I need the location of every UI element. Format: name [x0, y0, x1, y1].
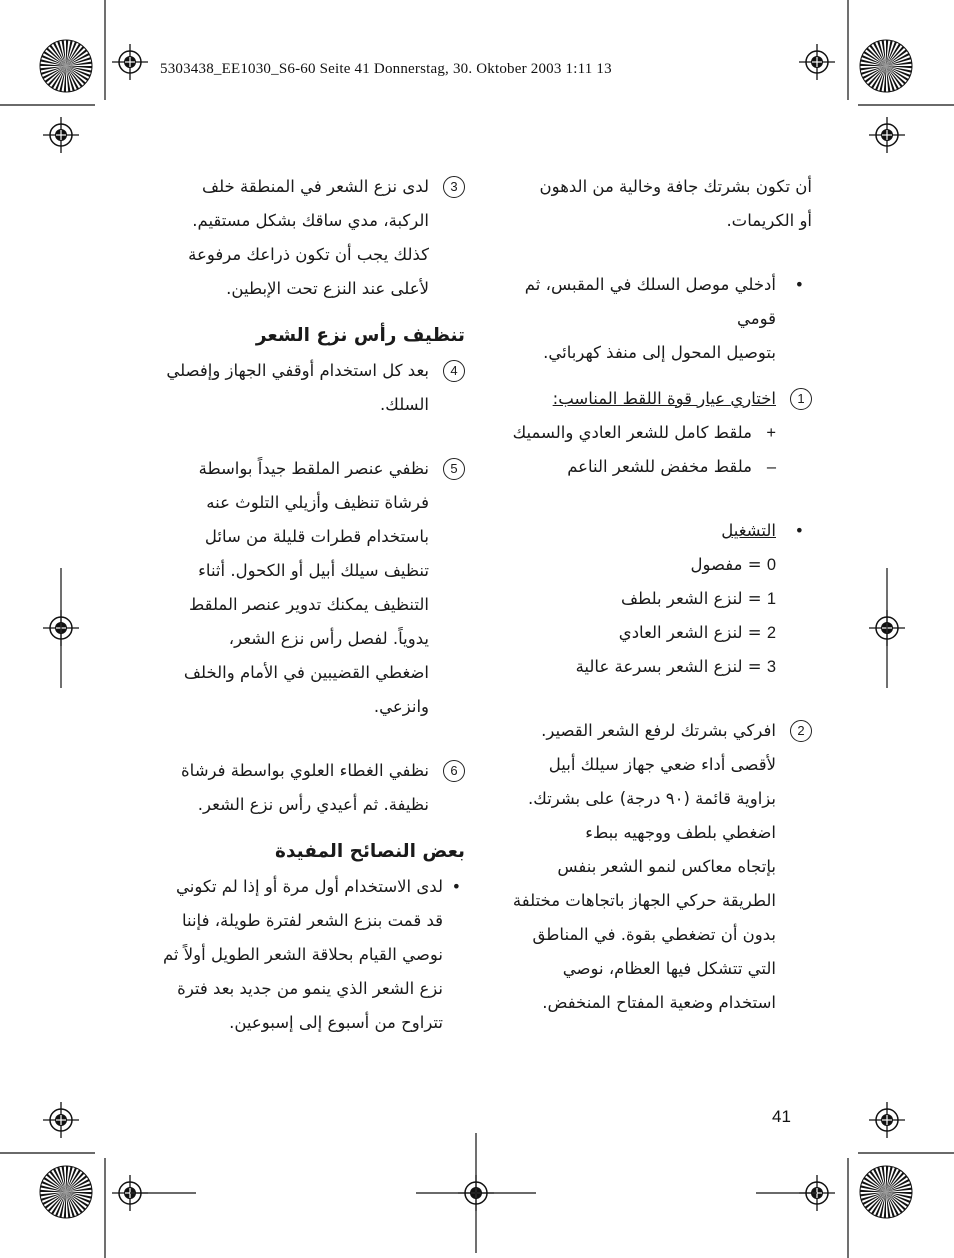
step-4-line: السلك.	[380, 395, 429, 414]
step-3-line: كذلك يجب أن تكون ذراعك مرفوعة	[188, 245, 429, 264]
operation-section	[486, 514, 812, 548]
setting-value: 2	[766, 624, 776, 642]
step-1	[486, 382, 812, 416]
step-2-line: لأقصى أداء ضعي جهاز سيلك أبيل	[548, 755, 776, 774]
tips-line: تتراوح من أسبوع إلى إسبوعين.	[229, 1013, 443, 1032]
tips-line: لدى الاستخدام أول مرة أو إذا لم تكوني	[175, 877, 443, 896]
option-text: ملقط كامل للشعر العادي والسميك	[512, 423, 752, 442]
step-5-line: فرشاة تنظيف وأزيلي التلوث عنه	[206, 493, 429, 512]
setting-value: 0	[766, 556, 776, 574]
tips-bullet	[135, 870, 465, 1040]
plug-line: بتوصيل المحول إلى منفذ كهربائي.	[543, 343, 776, 362]
bullet-icon: •	[451, 877, 461, 896]
intro-line: أن تكون بشرتك جافة وخالية من الدهون	[539, 177, 812, 196]
setting-text: = لنزع الشعر العادي	[618, 623, 762, 642]
step-2-line: الطريقة حركي الجهاز باتجاهات مختلفة	[512, 891, 776, 910]
tips-line: قد قمت بنزع الشعر لفترة طويلة، فإننا	[181, 911, 443, 930]
tips-heading: بعض النصائح المفيدة	[275, 841, 465, 862]
print-header-line: 5303438_EE1030_S6-60 Seite 41 Donnerstag, 30. Oktober 2003 1:11 13	[160, 61, 612, 77]
step-6-line: نظيفة. ثم أعيدي رأس نزع الشعر.	[197, 795, 429, 814]
registration-mark-icon	[869, 117, 905, 153]
step-number-badge: 1	[790, 388, 812, 410]
right-column	[486, 170, 812, 1020]
step-6	[135, 754, 465, 822]
registration-mark-icon	[458, 1175, 494, 1211]
step-3-line: لأعلى عند النزع تحت الإبطين.	[226, 279, 429, 298]
plug-line: أدخلي موصل السلك في المقبس، ثم قومي	[524, 275, 776, 328]
operation-title: التشغيل	[721, 521, 776, 540]
option-minus	[486, 450, 812, 484]
step-5-line: يدوياً. لفصل رأس نزع الشعر،	[228, 629, 429, 648]
registration-mark-icon	[799, 44, 835, 80]
step-2-line: التي تتشكل فيها العظام، نوصي	[562, 959, 776, 978]
intro-line: أو الكريمات.	[726, 211, 812, 230]
step-5-line: نظفي عنصر الملقط جيداً بواسطة	[198, 459, 429, 478]
tips-line: نزع الشعر الذي ينمو من جديد بعد فترة	[177, 979, 443, 998]
tips-line: نوصي القيام بحلاقة الشعر الطويل أولاً ثم	[162, 945, 443, 964]
registration-mark-icon	[799, 1175, 835, 1211]
starburst-rosette-icon	[860, 1166, 912, 1218]
step-4-line: بعد كل استخدام أوقفي الجهاز وإفصلي	[166, 361, 429, 380]
step-2-line: اضغطي بلطف ووجهيه ببطء	[585, 823, 776, 842]
minus-symbol: –	[766, 458, 776, 476]
step-number-badge: 5	[443, 458, 465, 480]
step-number-badge: 3	[443, 176, 465, 198]
page-number: 41	[772, 1107, 791, 1126]
step-5-line: التنظيف يمكنك تدوير عنصر الملقط	[188, 595, 429, 614]
bullet-icon: •	[794, 275, 804, 294]
setting-text: = مفصول	[690, 555, 762, 574]
step-5-line: اضغطي القضيبين في الأمام والخلف	[183, 663, 429, 682]
bullet-icon: •	[794, 521, 804, 540]
step-3-line: الركبة، مدي ساقك بشكل مستقيم.	[192, 211, 429, 230]
step-2	[486, 714, 812, 1020]
registration-mark-icon	[43, 610, 79, 646]
step-number-badge: 2	[790, 720, 812, 742]
setting-row	[486, 650, 812, 684]
step-3	[135, 170, 465, 306]
step-2-line: بإتجاه معاكس لنمو الشعر بنفس	[557, 857, 776, 876]
step-number-badge: 6	[443, 760, 465, 782]
plus-symbol: +	[766, 424, 776, 442]
setting-text: = لنزع الشعر بسرعة عالية	[575, 657, 762, 676]
step-6-line: نظفي الغطاء العلوي بواسطة فرشاة	[181, 761, 429, 780]
starburst-rosette-icon	[40, 1166, 92, 1218]
setting-row	[486, 616, 812, 650]
step-2-line: استخدام وضعية المفتاح المنخفض.	[542, 993, 776, 1012]
step-2-line: بزاوية قائمة (٩٠ درجة) على بشرتك.	[527, 789, 776, 808]
setting-value: 1	[766, 590, 776, 608]
step-4	[135, 354, 465, 422]
left-column	[135, 170, 465, 1040]
starburst-rosette-icon	[860, 40, 912, 92]
step-number-badge: 4	[443, 360, 465, 382]
setting-row	[486, 582, 812, 616]
registration-mark-icon	[112, 1175, 148, 1211]
step-3-line: لدى نزع الشعر في المنطقة خلف	[201, 177, 429, 196]
setting-value: 3	[766, 658, 776, 676]
registration-mark-icon	[43, 117, 79, 153]
option-text: ملقط مخفض للشعر الناعم	[567, 457, 752, 476]
step-1-title: اختاري عيار قوة اللقط المناسب:	[552, 389, 776, 408]
starburst-rosette-icon	[40, 40, 92, 92]
step-2-line: افركي بشرتك لرفع الشعر القصير.	[541, 721, 776, 740]
setting-text: = لنزع الشعر بلطف	[620, 589, 762, 608]
registration-mark-icon	[869, 610, 905, 646]
registration-mark-icon	[112, 44, 148, 80]
step-5	[135, 452, 465, 724]
setting-row	[486, 548, 812, 582]
registration-mark-icon	[43, 1102, 79, 1138]
step-5-line: باستخدام قطرات قليلة من سائل	[204, 527, 429, 546]
registration-mark-icon	[869, 1102, 905, 1138]
step-5-line: وانزعي.	[373, 697, 429, 716]
cleaning-heading: تنظيف رأس نزع الشعر	[255, 325, 465, 346]
plug-instruction	[486, 268, 812, 370]
step-2-line: بدون أن تضغطي بقوة. في المناطق	[532, 925, 776, 944]
step-5-line: تنظيف سيلك أبيل أو الكحول. أثناء	[198, 561, 429, 580]
option-plus	[486, 416, 812, 450]
